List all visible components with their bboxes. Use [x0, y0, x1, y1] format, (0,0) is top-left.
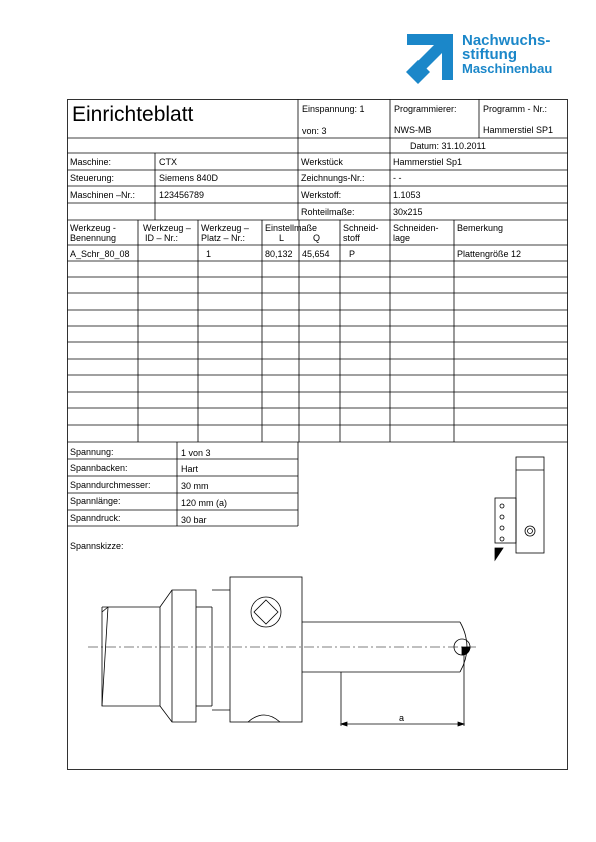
- zeichnungs-label: Zeichnungs-Nr.:: [301, 173, 365, 183]
- spannskizze-label: Spannskizze:: [70, 541, 124, 551]
- spannlaenge-label: Spannlänge:: [70, 496, 121, 506]
- spannung-label: Spannung:: [70, 447, 114, 457]
- col-q-header: Q: [313, 233, 321, 243]
- col-benennung-header-2: Benennung: [70, 233, 117, 243]
- row1-bemerkung: Plattengröße 12: [457, 249, 522, 259]
- dimension-a-label: a: [399, 713, 405, 723]
- zeichnungs-value: - -: [393, 173, 402, 183]
- col-bemerkung-header: Bemerkung: [457, 223, 504, 233]
- row1-l: 80,132: [265, 249, 293, 259]
- spannung-value: 1 von 3: [181, 448, 211, 458]
- spannlaenge-value: 120 mm (a): [181, 498, 228, 508]
- page-title: Einrichteblatt: [72, 103, 194, 126]
- programm-label: Programm - Nr.:: [483, 104, 548, 114]
- col-lage-header-2: lage: [393, 233, 411, 243]
- logo-line-2: stiftung: [462, 46, 517, 63]
- col-platz-header-1: Werkzeug –: [201, 223, 249, 233]
- col-stoff-header-2: stoff: [343, 233, 360, 243]
- spanndurchmesser-value: 30 mm: [181, 481, 209, 491]
- werkstueck-label: Werkstück: [301, 157, 343, 167]
- col-id-header-2: ID – Nr.:: [145, 233, 179, 243]
- spanndruck-value: 30 bar: [181, 515, 207, 525]
- programmierer-value: NWS-MB: [394, 125, 432, 135]
- row1-stoff: P: [349, 249, 356, 259]
- col-platz-header-2: Platz – Nr.:: [201, 233, 246, 243]
- spannbacken-value: Hart: [181, 464, 199, 474]
- steuerung-value: Siemens 840D: [159, 173, 219, 183]
- logo-line-3: Maschinenbau: [462, 61, 553, 76]
- rohteil-value: 30x215: [393, 207, 423, 217]
- werkstoff-label: Werkstoff:: [301, 190, 342, 200]
- col-einstellmasse-header: Einstellmaße: [265, 223, 318, 233]
- maschinen-nr-label: Maschinen –Nr.:: [70, 190, 136, 200]
- maschine-value: CTX: [159, 157, 177, 167]
- row1-platz: 1: [206, 249, 212, 259]
- col-benennung-header-1: Werkzeug -: [70, 223, 116, 233]
- programm-value: Hammerstiel SP1: [483, 125, 554, 135]
- spanndruck-label: Spanndruck:: [70, 513, 121, 523]
- programmierer-label: Programmierer:: [394, 104, 457, 114]
- col-l-header: L: [279, 233, 285, 243]
- row1-benennung: A_Schr_80_08: [70, 249, 130, 259]
- col-lage-header-1: Schneiden-: [393, 223, 439, 233]
- maschine-label: Maschine:: [70, 157, 112, 167]
- werkstoff-value: 1.1053: [393, 190, 421, 200]
- row1-q: 45,654: [302, 249, 330, 259]
- steuerung-label: Steuerung:: [70, 173, 115, 183]
- von-label: von: 3: [302, 126, 327, 136]
- spanndurchmesser-label: Spanndurchmesser:: [70, 480, 151, 490]
- maschinen-nr-value: 123456789: [159, 190, 205, 200]
- col-id-header-1: Werkzeug –: [143, 223, 191, 233]
- datum-text: Datum: 31.10.2011: [410, 141, 486, 151]
- werkstueck-value: Hammerstiel Sp1: [393, 157, 463, 167]
- spannbacken-label: Spannbacken:: [70, 463, 128, 473]
- einspannung-label: Einspannung: 1: [302, 104, 365, 114]
- rohteil-label: Rohteilmaße:: [301, 207, 355, 217]
- col-stoff-header-1: Schneid-: [343, 223, 379, 233]
- logo-line-1: Nachwuchs-: [462, 32, 551, 49]
